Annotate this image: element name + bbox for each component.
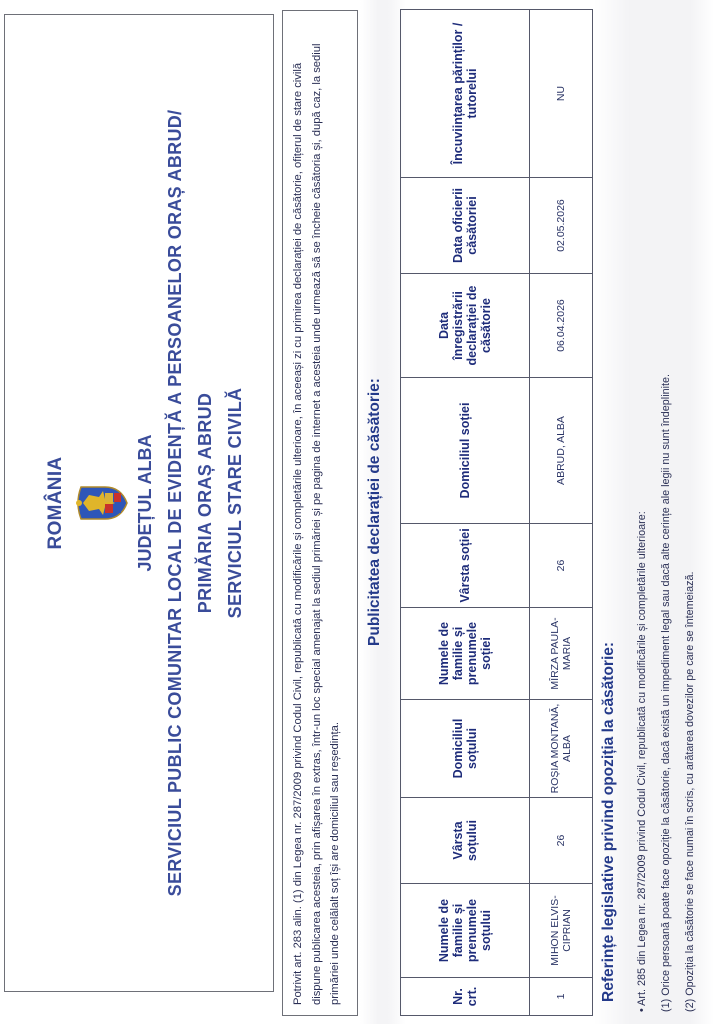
header-nr: Nr. crt. (401, 978, 530, 1016)
cell-husband-domicile: ROȘIA MONTANĂ, ALBA (530, 700, 593, 798)
table-header-row (401, 10, 530, 1016)
institution-line-1: SERVICIUL PUBLIC COMUNITAR LOCAL DE EVIDENȚĂ A PERSOANELOR ORAȘ ABRUD/ (165, 109, 185, 897)
cell-husband-age: 26 (530, 798, 593, 884)
legal-intro-paragraph: Potrivit art. 283 alin. (1) din Legea nr. 287/2009 privind Codul Civil, republicată cu modificările și completările ulterioare, în aceeași zi cu primirea declarației de căsătorie, ofițerul de stare civilă dispune publicarea acesteia, prin afișarea în extras, într-un loc special amenajat la sediul primăriei și pe pagina de internet a acesteia unde urmează să se încheie căsătoria și, după caz, la sediul primăriei unde celălalt soț își are domiciliul sau reședința. (282, 10, 358, 1016)
header-ceremony-date: Data oficierii căsătoriei (401, 178, 530, 274)
table-row (530, 10, 593, 1016)
header-parental-consent: Încuviințarea părinților / tutorelui (401, 10, 530, 178)
cell-wife-age: 26 (530, 524, 593, 608)
country-title: ROMÂNIA (45, 456, 66, 550)
reference-line: (2) Opoziția la căsătorie se face numai în scris, cu arătarea dovezilor pe care se întemeiază. (684, 571, 696, 1012)
romania-coat-of-arms-icon (75, 481, 129, 525)
references-title: Referințe legislative privind opoziția la căsătorie: (600, 641, 617, 1002)
reference-line: (1) Orice persoană poate face opoziție la căsătorie, dacă există un impediment legal sau dacă alte cerințe ale legii nu sunt îndeplinite. (660, 374, 672, 1012)
header-wife-name: Numele de familie și prenumele soției (401, 608, 530, 700)
marriage-declaration-table (400, 9, 593, 1016)
cell-wife-domicile: ABRUD, ALBA (530, 378, 593, 524)
header-husband-name: Numele de familie și prenumele soțului (401, 884, 530, 978)
cell-registration-date: 06.04.2026 (530, 274, 593, 378)
reference-line: • Art. 285 din Legea nr. 287/2009 privind Codul Civil, republicată cu modificările și completările ulterioare: (636, 511, 648, 1012)
cell-wife-name: MÎRZA PAULA-MARIA (530, 608, 593, 700)
cell-husband-name: MIHON ELVIS-CIPRIAN (530, 884, 593, 978)
cell-nr: 1 (530, 978, 593, 1016)
header-registration-date: Data înregistrării declarației de căsătorie (401, 274, 530, 378)
publication-title: Publicitatea declarației de căsătorie: (366, 378, 383, 646)
institution-line-3: SERVICIUL STARE CIVILĂ (225, 387, 245, 619)
county-title: JUDEȚUL ALBA (135, 434, 155, 572)
header-wife-age: Vârsta soției (401, 524, 530, 608)
header-husband-age: Vârsta soțului (401, 798, 530, 884)
header-box (4, 14, 274, 992)
header-wife-domicile: Domiciliul soției (401, 378, 530, 524)
cell-ceremony-date: 02.05.2026 (530, 178, 593, 274)
cell-parental-consent: NU (530, 10, 593, 178)
institution-line-2: PRIMĂRIA ORAȘ ABRUD (195, 392, 215, 614)
header-husband-domicile: Domiciliul soțului (401, 700, 530, 798)
